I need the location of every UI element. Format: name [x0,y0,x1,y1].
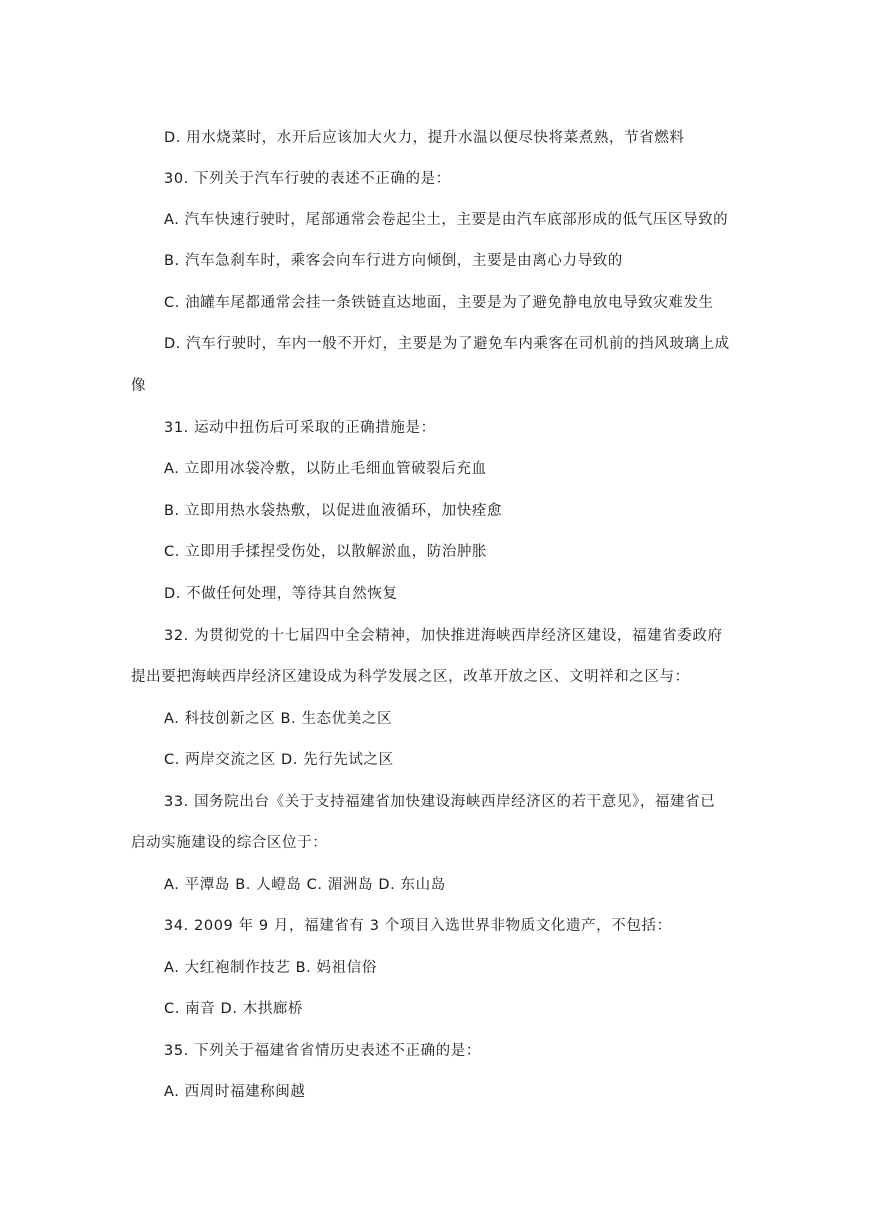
option-31-d: D. 不做任何处理，等待其自然恢复 [164,586,398,602]
option-31-b: B. 立即用热水袋热敷，以促进血液循环，加快痊愈 [164,503,503,519]
question-32-continued: 提出要把海峡西岸经济区建设成为科学发展之区，改革开放之区、文明祥和之区与： [131,669,690,685]
question-33-continued: 启动实施建设的综合区位于： [131,835,328,851]
options-32-ab: A. 科技创新之区 B. 生态优美之区 [164,711,393,727]
question-31: 31. 运动中扭伤后可采取的正确措施是： [164,420,436,436]
option-31-c: C. 立即用手揉捏受伤处，以散解淤血，防治肿胀 [164,544,488,560]
option-29-d: D. 用水烧菜时，水开后应该加大火力，提升水温以便尽快将菜煮熟，节省燃料 [164,130,685,146]
options-33: A. 平潭岛 B. 人嶝岛 C. 湄洲岛 D. 东山岛 [164,877,446,893]
option-30-d-continued: 像 [131,378,147,394]
question-35: 35. 下列关于福建省省情历史表述不正确的是： [164,1043,481,1059]
option-30-b: B. 汽车急刹车时，乘客会向车行进方向倾倒，主要是由离心力导致的 [164,253,623,269]
options-34-cd: C. 南音 D. 木拱廊桥 [164,1001,304,1017]
question-30: 30. 下列关于汽车行驶的表述不正确的是： [164,171,451,187]
options-34-ab: A. 大红袍制作技艺 B. 妈祖信俗 [164,960,377,976]
question-34: 34. 2009 年 9 月，福建省有 3 个项目入选世界非物质文化遗产，不包括： [164,918,672,934]
question-32: 32. 为贯彻党的十七届四中全会精神，加快推进海峡西岸经济区建设，福建省委政府 [164,628,723,644]
options-32-cd: C. 两岸交流之区 D. 先行先试之区 [164,752,394,768]
question-33: 33. 国务院出台《关于支持福建省加快建设海峡西岸经济区的若干意见》，福建省已 [164,794,716,810]
option-35-a: A. 西周时福建称闽越 [164,1084,306,1100]
option-30-c: C. 油罐车尾都通常会挂一条铁链直达地面，主要是为了避免静电放电导致灾难发生 [164,295,714,311]
option-30-a: A. 汽车快速行驶时，尾部通常会卷起尘土，主要是由汽车底部形成的低气压区导致的 [164,212,729,228]
option-31-a: A. 立即用冰袋冷敷，以防止毛细血管破裂后充血 [164,461,487,477]
option-30-d: D. 汽车行驶时，车内一般不开灯，主要是为了避免车内乘客在司机前的挡风玻璃上成 [164,336,730,352]
